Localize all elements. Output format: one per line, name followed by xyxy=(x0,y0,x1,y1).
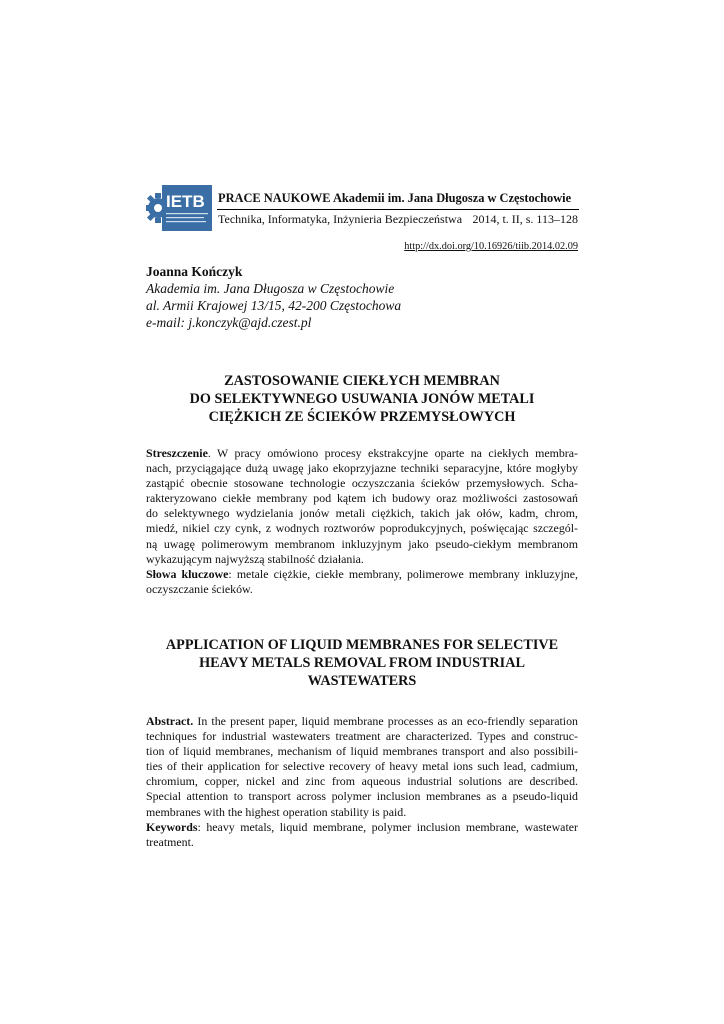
abstract-line: wykazującym najwyższą stabilność działania. xyxy=(146,551,364,566)
abstract-line: ną uwagę polimerowym membranom inkluzyjnym jako pseudo-ciekłym membranom xyxy=(146,536,578,551)
abstract-line: techniques for industrial wastewaters treatment are characterized. Types and construc- xyxy=(146,729,578,744)
author-name: Joanna Kończyk xyxy=(146,264,243,279)
abstract-polish xyxy=(146,446,578,597)
journal-name: Technika, Informatyka, Inżynieria Bezpieczeństwa xyxy=(218,212,463,226)
title-line: WASTEWATERS xyxy=(307,673,417,689)
abstract-line xyxy=(146,714,578,729)
title-line: APPLICATION OF LIQUID MEMBRANES FOR SELECTIVE xyxy=(165,637,559,653)
author-affiliation-block xyxy=(146,280,401,332)
abstract-label: Streszczenie xyxy=(146,446,208,460)
volume-info: 2014, t. II, s. 113–128 xyxy=(472,212,578,226)
address: al. Armii Krajowej 13/15, 42-200 Częstochowa xyxy=(146,298,402,314)
abstract-line: ties of their application for selective recovery of heavy metal ions such lead, cadmium, xyxy=(146,759,578,774)
abstract-text: . W pracy omówiono procesy ekstrakcyjne oparte na ciekłych membra- xyxy=(207,446,578,460)
abstract-line: tion of liquid membranes, mechanism of liquid membranes transport and also possibili- xyxy=(146,744,578,759)
email: e-mail: j.konczyk@ajd.czest.pl xyxy=(146,315,312,331)
keywords-line xyxy=(146,820,578,835)
keywords-text: : heavy metals, liquid membrane, polymer inclusion membrane, wastewater xyxy=(197,819,578,834)
series-title: PRACE NAUKOWE Akademii im. Jana Długosza w Częstochowie xyxy=(218,191,572,205)
keywords-text: : metale ciężkie, ciekłe membrany, polimerowe membrany inkluzyjne, xyxy=(228,566,579,581)
abstract-line: zastąpić obecnie stosowane technologie oczyszczania ścieków przemysłowych. Scha- xyxy=(146,476,578,491)
abstract-line: rakteryzowano ciekłe membrany pod kątem ich budowy oraz możliwości zastosowań xyxy=(146,491,578,506)
title-line: CIĘŻKICH ZE ŚCIEKÓW PRZEMYSŁOWYCH xyxy=(208,409,516,425)
abstract-line: do selektywnego wydzielania jonów metali ciężkich, takich jak ołów, kadm, chrom, xyxy=(146,506,578,521)
abstract-label: Abstract. xyxy=(146,714,194,728)
title-english xyxy=(146,636,578,690)
doi-link[interactable]: http://dx.doi.org/10.16926/tiib.2014.02.09 xyxy=(404,241,578,252)
logo-text: IETB xyxy=(166,192,205,211)
abstract-line: Special attention to transport across polymer inclusion membranes as a pseudo-liquid xyxy=(146,789,578,804)
abstract-text: In the present paper, liquid membrane processes as an eco-friendly separation xyxy=(193,714,578,728)
keywords-label: Słowa kluczowe xyxy=(146,566,229,581)
affiliation: Akademia im. Jana Długosza w Częstochowie xyxy=(146,281,395,296)
journal-logo xyxy=(146,183,212,233)
keywords-line: oczyszczanie ścieków. xyxy=(146,581,253,596)
keywords-line: treatment. xyxy=(146,834,194,849)
abstract-line: chromium, copper, nickel and zinc from aqueous industrial solutions are described. xyxy=(146,774,578,789)
abstract-line xyxy=(146,446,578,461)
title-line: HEAVY METALS REMOVAL FROM INDUSTRIAL xyxy=(199,655,525,671)
title-line: ZASTOSOWANIE CIEKŁYCH MEMBRAN xyxy=(224,373,500,389)
abstract-line: nach, przyciągające dużą uwagę jako ekoprzyjazne techniki separacyjne, które mogłyby xyxy=(146,461,578,476)
title-line: DO SELEKTYWNEGO USUWANIA JONÓW METALI xyxy=(189,391,535,407)
keywords-label: Keywords xyxy=(146,819,198,834)
doi-link-wrap xyxy=(404,241,578,253)
abstract-english xyxy=(146,714,578,850)
abstract-line: membranes with the highest operation stability is paid. xyxy=(146,804,407,819)
abstract-line: miedź, nikiel czy cynk, z wodnych roztworów poprodukcyjnych, poświęcając szczegól- xyxy=(146,521,578,536)
title-polish xyxy=(146,372,578,426)
header-divider xyxy=(217,209,579,210)
keywords-line xyxy=(146,567,578,582)
